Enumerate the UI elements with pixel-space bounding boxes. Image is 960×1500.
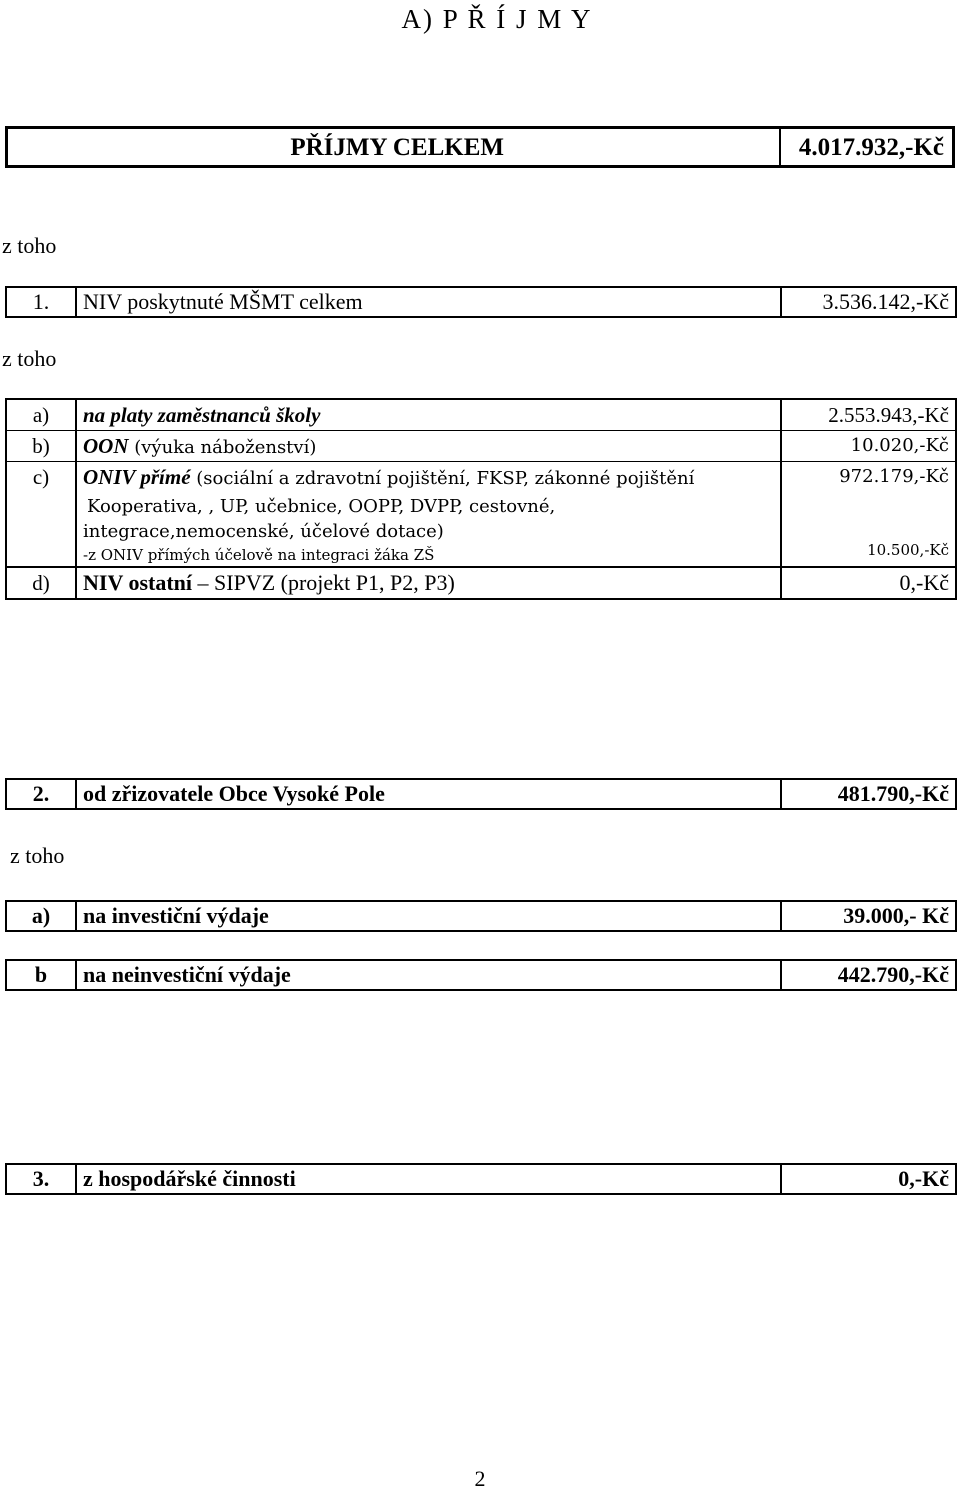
section-1-items — [5, 398, 957, 600]
section-3-number: 3. — [7, 1165, 77, 1193]
section-2-item-a-key: a) — [7, 902, 77, 930]
section-2-item-a-label: na investiční výdaje — [77, 902, 782, 930]
item-b-label-em: OON — [83, 434, 129, 458]
item-d-label-rest: – SIPVZ (projekt P1, P2, P3) — [192, 570, 455, 595]
total-income-row — [5, 126, 955, 168]
item-c-line2: Kooperativa, , UP, učebnice, OOPP, DVPP, cestovné, — [87, 496, 556, 517]
item-d-key: d) — [7, 568, 77, 598]
item-d-label-bold: NIV ostatní — [83, 570, 193, 595]
item-b-value: 10.020,-Kč — [850, 435, 949, 456]
page-number: 2 — [474, 1466, 486, 1491]
item-a-value: 2.553.943,-Kč — [828, 403, 949, 427]
item-c-value: 972.179,-Kč — [839, 466, 949, 487]
item-c-label-em: ONIV přímé — [83, 465, 191, 489]
item-d-row — [7, 566, 955, 598]
section-3-row — [5, 1163, 957, 1195]
item-c-key: c) — [7, 462, 77, 566]
page-title: A) P Ř Í J M Y — [401, 4, 593, 34]
section-1-row — [5, 286, 957, 318]
item-b-row — [7, 430, 955, 461]
section-2-number: 2. — [7, 780, 77, 808]
item-c-label-rest: (sociální a zdravotní pojištění, FKSP, zákonné pojištění — [190, 468, 695, 489]
item-c-value2: 10.500,-Kč — [867, 541, 949, 559]
section-2-row — [5, 778, 957, 810]
section-2-item-a-row — [5, 900, 957, 932]
section-1-value: 3.536.142,-Kč — [822, 289, 949, 314]
total-income-value: 4.017.932,-Kč — [798, 134, 944, 161]
total-income-label: PŘÍJMY CELKEM — [8, 129, 781, 165]
section-3-label: z hospodářské činnosti — [77, 1165, 782, 1193]
section-1-number: 1. — [7, 288, 77, 316]
item-d-value: 0,-Kč — [899, 570, 949, 595]
item-a-row — [7, 400, 955, 430]
section-2-item-b-value: 442.790,-Kč — [837, 962, 949, 987]
section-3-value: 0,-Kč — [898, 1166, 949, 1191]
item-c-line4: -z ONIV přímých účelově na integraci žáka ZŠ — [83, 546, 435, 564]
z-toho-label-3: z toho — [10, 843, 65, 868]
section-2-label: od zřizovatele Obce Vysoké Pole — [77, 780, 782, 808]
section-2-item-b-key: b — [7, 961, 77, 989]
section-2-value: 481.790,-Kč — [837, 781, 949, 806]
z-toho-label-2: z toho — [2, 346, 57, 371]
section-1-label: NIV poskytnuté MŠMT celkem — [77, 288, 782, 316]
item-a-key: a) — [7, 400, 77, 430]
section-2-item-b-label: na neinvestiční výdaje — [77, 961, 782, 989]
section-2-item-a-value: 39.000,- Kč — [843, 903, 949, 928]
item-c-line3: integrace,nemocenské, účelové dotace) — [83, 521, 444, 542]
z-toho-label-1: z toho — [2, 233, 57, 258]
item-a-label: na platy zaměstnanců školy — [83, 403, 321, 427]
section-2-item-b-row — [5, 959, 957, 991]
item-c-row — [7, 461, 955, 566]
item-b-label-rest: (výuka náboženství) — [128, 437, 317, 458]
item-b-key: b) — [7, 431, 77, 461]
